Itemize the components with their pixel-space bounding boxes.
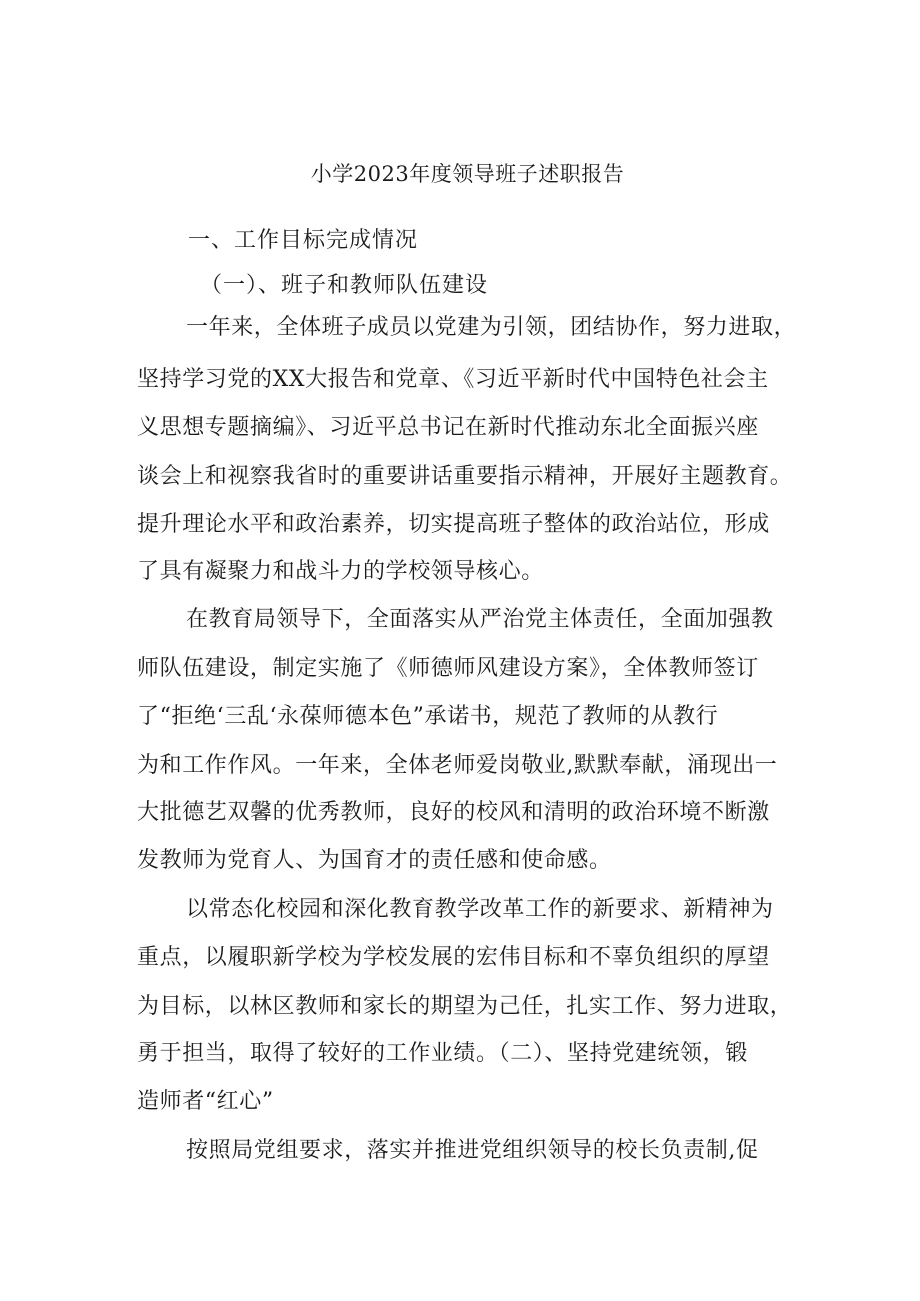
paragraph-1-line: 了具有凝聚力和战斗力的学校领导核心。 xyxy=(137,559,544,584)
paragraph-3-line: 以常态化校园和深化教育教学改革工作的新要求、新精神为 xyxy=(186,897,774,922)
paragraph-3-line: 重点，以履职新学校为学校发展的宏伟目标和不辜负组织的厚望 xyxy=(137,945,770,970)
paragraph-3-line: 为目标，以林区教师和家长的期望为己任，扎实工作、努力进取， xyxy=(137,994,793,1019)
paragraph-4-line: 按照局党组要求，落实并推进党组织领导的校长负责制,促 xyxy=(186,1138,759,1163)
paragraph-2-line: 在教育局领导下，全面落实从严治党主体责任，全面加强教 xyxy=(186,607,774,632)
paragraph-1-line: 坚持学习党的XX大报告和党章、《习近平新时代中国特色社会主 xyxy=(137,367,769,392)
paragraph-1-line: 谈会上和视察我省时的重要讲话重要指示精神，开展好主题教育。 xyxy=(137,464,793,489)
paragraph-2-line: 大批德艺双馨的优秀教师，良好的校风和清明的政治环境不断激 xyxy=(137,800,770,825)
section-heading-1: 一、工作目标完成情况 xyxy=(188,228,419,253)
paragraph-1-line: 一年来，全体班子成员以党建为引领，团结协作，努力进取， xyxy=(186,315,797,340)
paragraph-2-line: 了“拒绝‘三乱‘永葆师德本色”承诺书，规范了教师的从教行 xyxy=(137,704,719,729)
document-title: 小学2023年度领导班子述职报告 xyxy=(310,162,625,186)
paragraph-3-line: 勇于担当，取得了较好的工作业绩。（二）、坚持党建统领，锻 xyxy=(137,1041,748,1066)
paragraph-2-line: 发教师为党育人、为国育才的责任感和使命感。 xyxy=(137,848,612,873)
paragraph-1-line: 提升理论水平和政治素养，切实提高班子整体的政治站位，形成 xyxy=(137,512,770,537)
paragraph-2-line: 为和工作作风。一年来，全体老师爱岗敬业,默默奉献，涌现出一 xyxy=(137,753,778,778)
paragraph-1-line: 义思想专题摘编》、习近平总书记在新时代推动东北全面振兴座 xyxy=(137,415,759,440)
paragraph-3-line: 造师者“红心” xyxy=(137,1089,274,1114)
subsection-heading-1: （一）、班子和教师队伍建设 xyxy=(200,273,489,298)
paragraph-2-line: 师队伍建设，制定实施了《师德师风建设方案》，全体教师签订 xyxy=(137,656,759,681)
